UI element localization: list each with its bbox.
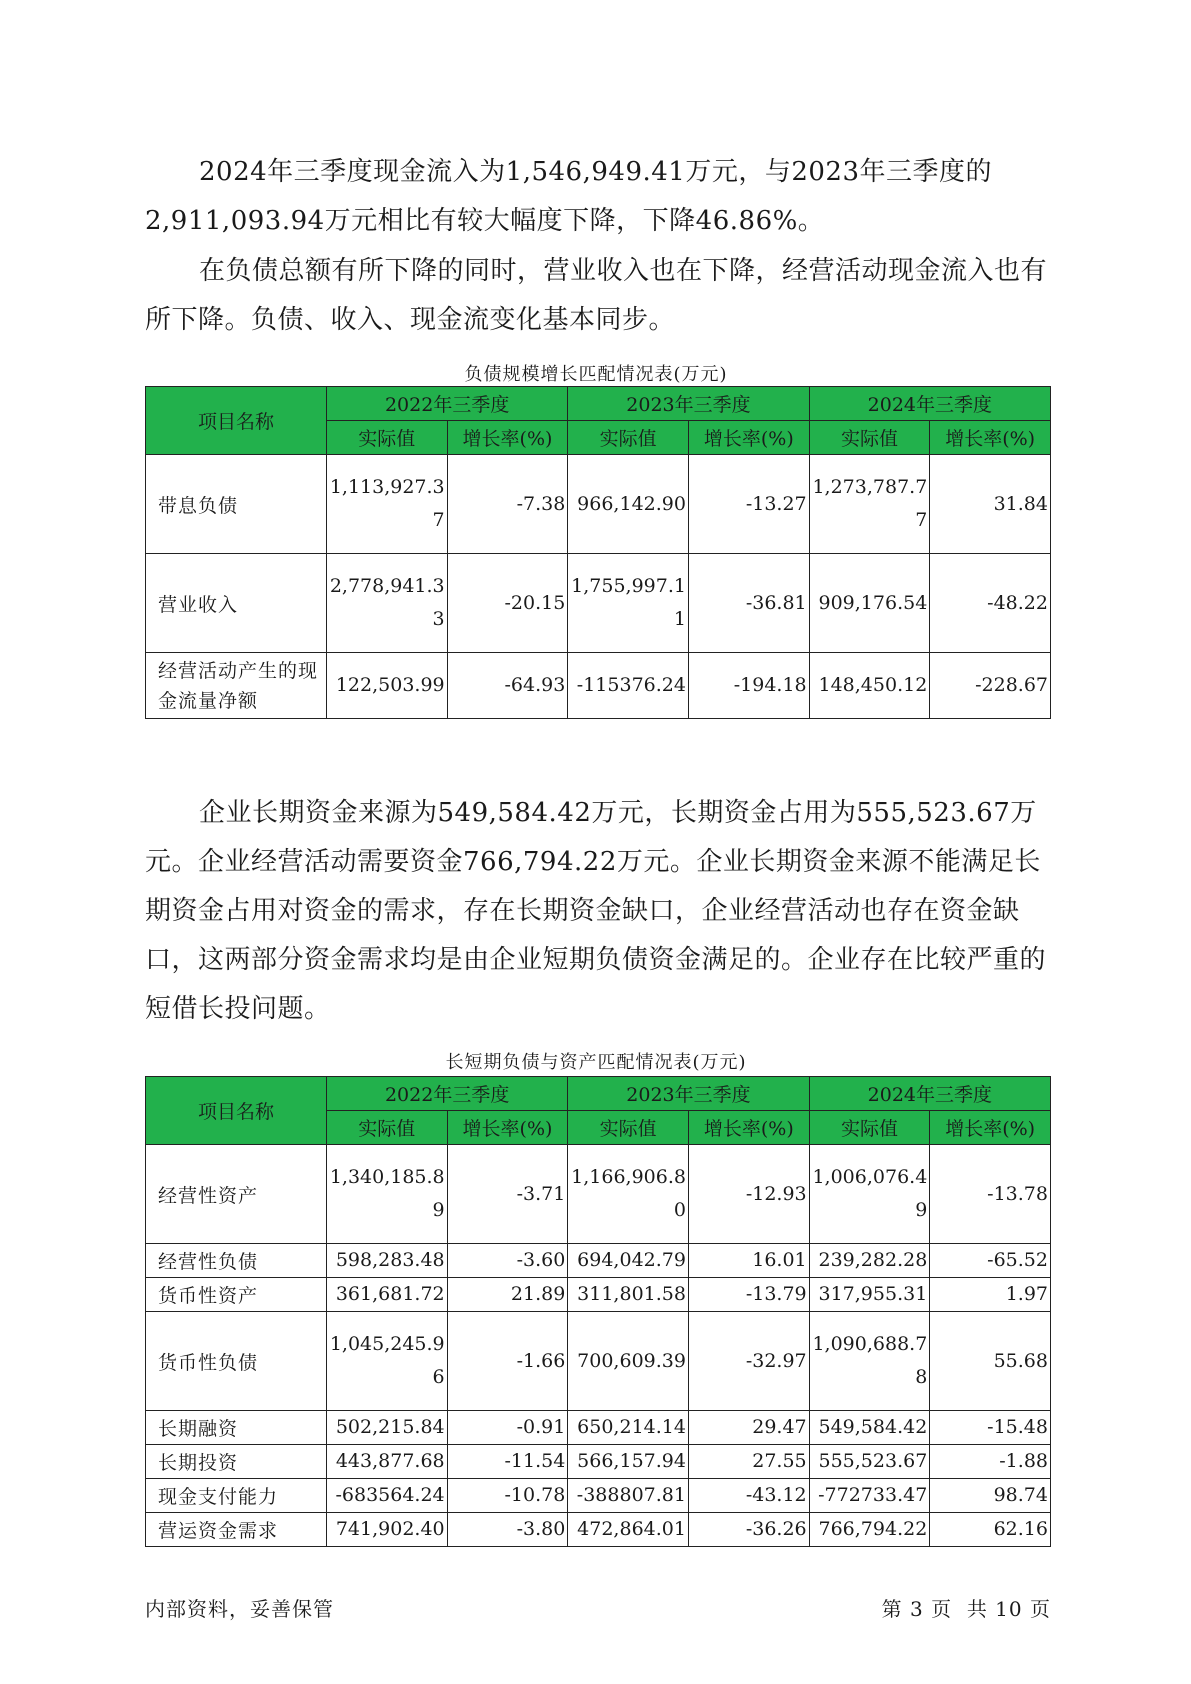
value-2022: 1,340,185.89 <box>326 1145 447 1244</box>
value-2022: 122,503.99 <box>326 653 447 719</box>
paragraph-cash-inflow: 2024年三季度现金流入为1,546,949.41万元，与2023年三季度的2,911,093.94万元相比有较大幅度下降，下降46.86%。 <box>145 157 993 236</box>
growth-2022: 21.89 <box>447 1278 568 1312</box>
header-2023: 2023年三季度 <box>568 387 809 421</box>
growth-2022: -7.38 <box>447 455 568 554</box>
header-actual: 实际值 <box>568 1111 689 1145</box>
growth-2024: -48.22 <box>930 554 1051 653</box>
table-row <box>146 1312 1051 1411</box>
value-2022: 1,113,927.37 <box>326 455 447 554</box>
growth-2024: -228.67 <box>930 653 1051 719</box>
value-2024: 555,523.67 <box>809 1445 930 1479</box>
value-2023: 966,142.90 <box>568 455 689 554</box>
growth-2023: -36.81 <box>688 554 809 653</box>
header-item-name: 项目名称 <box>146 1077 327 1145</box>
value-2022: 1,045,245.96 <box>326 1312 447 1411</box>
growth-2023: 16.01 <box>688 1244 809 1278</box>
header-growth: 增长率(%) <box>688 1111 809 1145</box>
header-growth: 增长率(%) <box>930 421 1051 455</box>
table1-caption: 负债规模增长匹配情况表(万元) <box>464 364 728 385</box>
value-2024: -772733.47 <box>809 1479 930 1513</box>
growth-2024: 62.16 <box>930 1513 1051 1547</box>
row-name: 营业收入 <box>146 554 327 653</box>
growth-2024: -13.78 <box>930 1145 1051 1244</box>
value-2022: -683564.24 <box>326 1479 447 1513</box>
value-2024: 317,955.31 <box>809 1278 930 1312</box>
table-row <box>146 1244 1051 1278</box>
header-2022: 2022年三季度 <box>326 387 567 421</box>
value-2024: 766,794.22 <box>809 1513 930 1547</box>
value-2024: 1,090,688.78 <box>809 1312 930 1411</box>
table2-caption: 长短期负债与资产匹配情况表(万元) <box>445 1052 747 1073</box>
growth-2024: -65.52 <box>930 1244 1051 1278</box>
row-name: 现金支付能力 <box>146 1479 327 1513</box>
row-name: 货币性资产 <box>146 1278 327 1312</box>
row-name: 带息负债 <box>146 455 327 554</box>
value-2023: 650,214.14 <box>568 1411 689 1445</box>
growth-2024: 1.97 <box>930 1278 1051 1312</box>
value-2022: 443,877.68 <box>326 1445 447 1479</box>
header-2024: 2024年三季度 <box>809 1077 1050 1111</box>
table-row <box>146 1445 1051 1479</box>
growth-2024: 31.84 <box>930 455 1051 554</box>
growth-2022: -10.78 <box>447 1479 568 1513</box>
growth-2024: -1.88 <box>930 1445 1051 1479</box>
value-2022: 361,681.72 <box>326 1278 447 1312</box>
value-2024: 1,006,076.49 <box>809 1145 930 1244</box>
value-2022: 598,283.48 <box>326 1244 447 1278</box>
table-row <box>146 1145 1051 1244</box>
table-row <box>146 1513 1051 1547</box>
growth-2022: -1.66 <box>447 1312 568 1411</box>
value-2023: 694,042.79 <box>568 1244 689 1278</box>
value-2023: 700,609.39 <box>568 1312 689 1411</box>
growth-2023: -194.18 <box>688 653 809 719</box>
footer-confidential: 内部资料，妥善保管 <box>145 1597 334 1621</box>
header-actual: 实际值 <box>568 421 689 455</box>
header-2024: 2024年三季度 <box>809 387 1050 421</box>
header-actual: 实际值 <box>326 1111 447 1145</box>
footer-page-number: 第 3 页 共 10 页 <box>881 1597 1051 1621</box>
value-2022: 502,215.84 <box>326 1411 447 1445</box>
growth-2022: -0.91 <box>447 1411 568 1445</box>
value-2024: 239,282.28 <box>809 1244 930 1278</box>
value-2023: -115376.24 <box>568 653 689 719</box>
growth-2023: -32.97 <box>688 1312 809 1411</box>
table-row <box>146 455 1051 554</box>
row-name: 长期融资 <box>146 1411 327 1445</box>
growth-2022: -3.80 <box>447 1513 568 1547</box>
header-item-name: 项目名称 <box>146 387 327 455</box>
table-row <box>146 1479 1051 1513</box>
growth-2024: 98.74 <box>930 1479 1051 1513</box>
header-actual: 实际值 <box>809 421 930 455</box>
table-row <box>146 1411 1051 1445</box>
header-growth: 增长率(%) <box>447 421 568 455</box>
growth-2022: -20.15 <box>447 554 568 653</box>
growth-2022: -11.54 <box>447 1445 568 1479</box>
value-2024: 549,584.42 <box>809 1411 930 1445</box>
growth-2024: 55.68 <box>930 1312 1051 1411</box>
growth-2024: -15.48 <box>930 1411 1051 1445</box>
header-growth: 增长率(%) <box>688 421 809 455</box>
row-name: 货币性负债 <box>146 1312 327 1411</box>
value-2023: 566,157.94 <box>568 1445 689 1479</box>
asset-liability-table <box>145 1076 1051 1547</box>
growth-2022: -3.71 <box>447 1145 568 1244</box>
header-actual: 实际值 <box>326 421 447 455</box>
header-2023: 2023年三季度 <box>568 1077 809 1111</box>
value-2023: 311,801.58 <box>568 1278 689 1312</box>
growth-2023: -12.93 <box>688 1145 809 1244</box>
row-name: 经营性负债 <box>146 1244 327 1278</box>
growth-2023: -36.26 <box>688 1513 809 1547</box>
value-2023: 1,166,906.80 <box>568 1145 689 1244</box>
growth-2023: 27.55 <box>688 1445 809 1479</box>
debt-growth-table <box>145 386 1051 719</box>
value-2024: 1,273,787.77 <box>809 455 930 554</box>
value-2023: 1,755,997.11 <box>568 554 689 653</box>
growth-2022: -64.93 <box>447 653 568 719</box>
value-2023: -388807.81 <box>568 1479 689 1513</box>
table-row <box>146 1278 1051 1312</box>
growth-2023: 29.47 <box>688 1411 809 1445</box>
paragraph-sync-change: 在负债总额有所下降的同时，营业收入也在下降，经营活动现金流入也有所下降。负债、收入、现金流变化基本同步。 <box>145 256 1048 335</box>
row-name: 经营活动产生的现金流量净额 <box>146 653 327 719</box>
header-growth: 增长率(%) <box>447 1111 568 1145</box>
row-name: 营运资金需求 <box>146 1513 327 1547</box>
row-name: 经营性资产 <box>146 1145 327 1244</box>
growth-2022: -3.60 <box>447 1244 568 1278</box>
value-2023: 472,864.01 <box>568 1513 689 1547</box>
header-2022: 2022年三季度 <box>326 1077 567 1111</box>
value-2022: 741,902.40 <box>326 1513 447 1547</box>
growth-2023: -13.27 <box>688 455 809 554</box>
row-name: 长期投资 <box>146 1445 327 1479</box>
header-growth: 增长率(%) <box>930 1111 1051 1145</box>
growth-2023: -43.12 <box>688 1479 809 1513</box>
header-actual: 实际值 <box>809 1111 930 1145</box>
paragraph-long-term-funding: 企业长期资金来源为549,584.42万元，长期资金占用为555,523.67万元。企业经营活动需要资金766,794.22万元。企业长期资金来源不能满足长期资金占用对资金的需求，存在长期资金缺口，企业经营活动也存在资金缺口，这两部分资金需求均是由企业短期负债资金满足的。企业存在比较严重的短借长投问题。 <box>145 798 1047 1024</box>
value-2022: 2,778,941.33 <box>326 554 447 653</box>
value-2024: 148,450.12 <box>809 653 930 719</box>
value-2024: 909,176.54 <box>809 554 930 653</box>
growth-2023: -13.79 <box>688 1278 809 1312</box>
table-row <box>146 554 1051 653</box>
table-row <box>146 653 1051 719</box>
